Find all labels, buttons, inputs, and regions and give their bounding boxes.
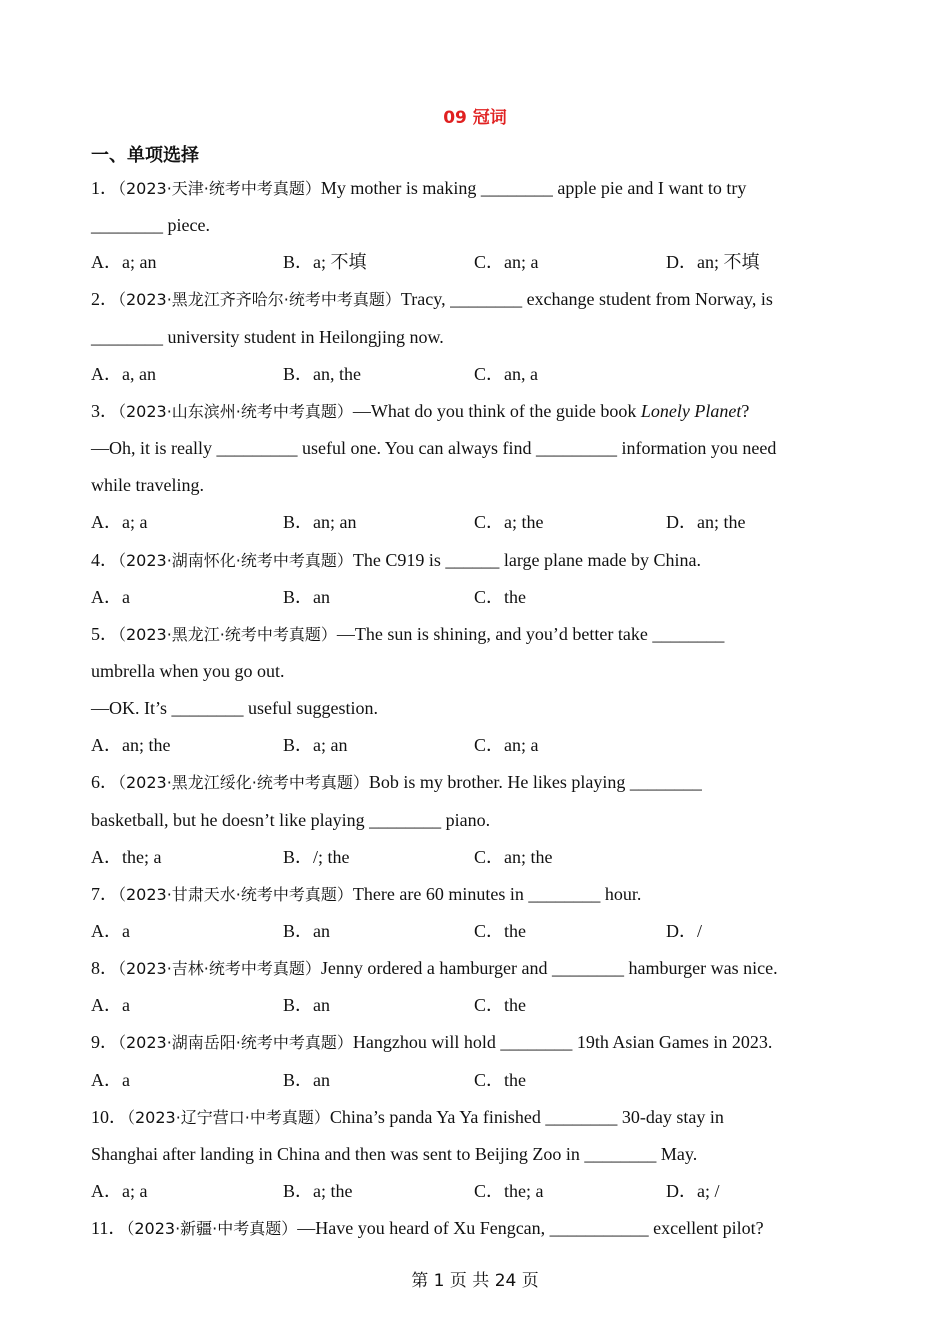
answer-option-d: D．an; 不填	[666, 252, 760, 273]
question-source: （2023·辽宁营口·中考真题）	[127, 1107, 330, 1127]
question-source: （2023·天津·统考中考真题）	[118, 179, 321, 198]
answer-option-b: B．an	[283, 586, 330, 607]
question-stem	[91, 1217, 764, 1240]
question-text: —Oh, it is really _________ useful one. You can always find _________ information you need	[91, 438, 777, 459]
question-continuation	[91, 437, 776, 459]
question-continuation	[91, 697, 378, 719]
question-text: Shanghai after landing in China and then was sent to Beijing Zoo in ________ May.	[91, 1143, 698, 1164]
question-text: ________ university student in Heilongjing now.	[91, 326, 444, 347]
question-text: —The sun is shining, and you’d better take ________	[336, 623, 725, 644]
question-continuation	[91, 214, 210, 236]
question-source: （2023·湖南怀化·统考中考真题）	[118, 550, 353, 570]
question-text: umbrella when you go out.	[91, 660, 285, 681]
question-text: basketball, but he doesn’t like playing ________ piano.	[91, 809, 491, 830]
answer-option-c: C．the	[474, 995, 526, 1016]
question-text: Hangzhou will hold ________ 19th Asian Games in 2023.	[352, 1032, 773, 1053]
answer-option-b: B．a; an	[283, 735, 348, 756]
answer-option-b: B．an, the	[283, 363, 361, 384]
question-stem	[91, 549, 701, 572]
answer-option-d: D．a; /	[666, 1181, 720, 1202]
answer-option-b: B．an; an	[283, 512, 357, 533]
question-stem	[91, 957, 778, 980]
answer-option-c: C．an, a	[474, 363, 538, 384]
question-stem	[91, 1031, 772, 1054]
answer-option-d: D．an; the	[666, 512, 746, 533]
question-continuation	[91, 1143, 697, 1165]
question-stem	[91, 177, 746, 200]
answer-option-a: A．the; a	[91, 846, 162, 867]
question-source: （2023·吉林·统考中考真题）	[118, 959, 321, 979]
answer-option-b: B．an	[283, 921, 330, 941]
answer-option-c: C．the; a	[474, 1181, 544, 1202]
answer-option-b: B．an	[283, 1069, 330, 1090]
question-number: 1．	[91, 178, 118, 198]
question-continuation	[91, 326, 444, 348]
answer-option-b: B．an	[283, 995, 330, 1016]
question-stem	[91, 1106, 724, 1129]
question-text: There are 60 minutes in ________ hour.	[352, 883, 642, 904]
question-source: （2023·黑龙江·统考中考真题）	[118, 624, 337, 644]
question-number: 8．	[91, 958, 118, 979]
question-text: —Have you heard of Xu Fengcan, ___________ excellent pilot?	[297, 1218, 764, 1239]
answer-option-b: B．a; 不填	[283, 252, 367, 273]
question-continuation	[91, 660, 284, 682]
question-number: 7．	[91, 883, 118, 904]
answer-option-a: A．a	[91, 586, 130, 607]
question-text: The C919 is ______ large plane made by China.	[352, 549, 702, 570]
question-number: 6．	[91, 772, 118, 793]
question-text: Bob is my brother. He likes playing ________	[368, 772, 702, 793]
question-text: My mother is making ________ apple pie and I want to try	[320, 178, 747, 198]
question-source: （2023·黑龙江绥化·统考中考真题）	[118, 773, 369, 793]
question-number: 10．	[91, 1106, 127, 1127]
question-text: —OK. It’s ________ useful suggestion.	[91, 698, 378, 719]
section-heading: 一、单项选择	[91, 145, 199, 166]
answer-option-a: A．a	[91, 921, 130, 941]
question-number: 3．	[91, 400, 118, 421]
answer-option-a: A．a; a	[91, 1181, 148, 1202]
answer-option-a: A．a	[91, 1069, 130, 1090]
question-stem	[91, 400, 749, 423]
answer-option-a: A．a; a	[91, 512, 148, 533]
answer-option-c: C．the	[474, 921, 526, 941]
question-number: 11．	[91, 1218, 127, 1239]
answer-option-a: A．an; the	[91, 735, 171, 756]
question-continuation	[91, 474, 204, 496]
question-number: 4．	[91, 549, 118, 570]
question-stem	[91, 288, 773, 311]
answer-option-b: B．a; the	[283, 1181, 353, 1202]
answer-option-c: C．an; a	[474, 735, 539, 756]
book-title: Lonely Planet	[640, 400, 742, 421]
question-text: while traveling.	[91, 475, 204, 496]
question-source: （2023·甘肃天水·统考中考真题）	[118, 884, 353, 904]
question-punctuation: ?	[741, 400, 750, 421]
question-continuation	[91, 809, 490, 831]
page-title: 09 冠词	[443, 108, 507, 128]
answer-option-b: B．/; the	[283, 846, 350, 867]
answer-option-c: C．the	[474, 586, 526, 607]
question-text: China’s panda Ya Ya finished ________ 30-day stay in	[329, 1106, 724, 1127]
question-number: 5．	[91, 623, 118, 644]
answer-option-a: A．a; an	[91, 252, 157, 273]
answer-option-c: C．the	[474, 1069, 526, 1090]
question-text: Jenny ordered a hamburger and ________ hamburger was nice.	[320, 958, 778, 979]
question-text: Tracy, ________ exchange student from Norway, is	[400, 289, 773, 310]
question-source: （2023·湖南岳阳·统考中考真题）	[118, 1033, 353, 1053]
answer-option-a: A．a	[91, 995, 130, 1016]
question-stem	[91, 883, 641, 906]
answer-option-c: C．a; the	[474, 512, 544, 533]
answer-option-a: A．a, an	[91, 363, 156, 384]
question-source: （2023·黑龙江齐齐哈尔·统考中考真题）	[118, 290, 401, 310]
question-source: （2023·新疆·中考真题）	[126, 1219, 298, 1239]
question-stem	[91, 771, 702, 794]
answer-option-d: D．/	[666, 921, 702, 941]
question-number: 9．	[91, 1032, 118, 1053]
question-source: （2023·山东滨州·统考中考真题）	[118, 401, 353, 421]
question-text: —What do you think of the guide book	[352, 400, 641, 421]
answer-option-c: C．an; a	[474, 252, 539, 273]
answer-option-c: C．an; the	[474, 846, 553, 867]
question-stem	[91, 623, 724, 646]
question-text: ________ piece.	[91, 215, 210, 236]
question-number: 2．	[91, 289, 118, 310]
page-footer: 第 1 页 共 24 页	[411, 1271, 539, 1291]
